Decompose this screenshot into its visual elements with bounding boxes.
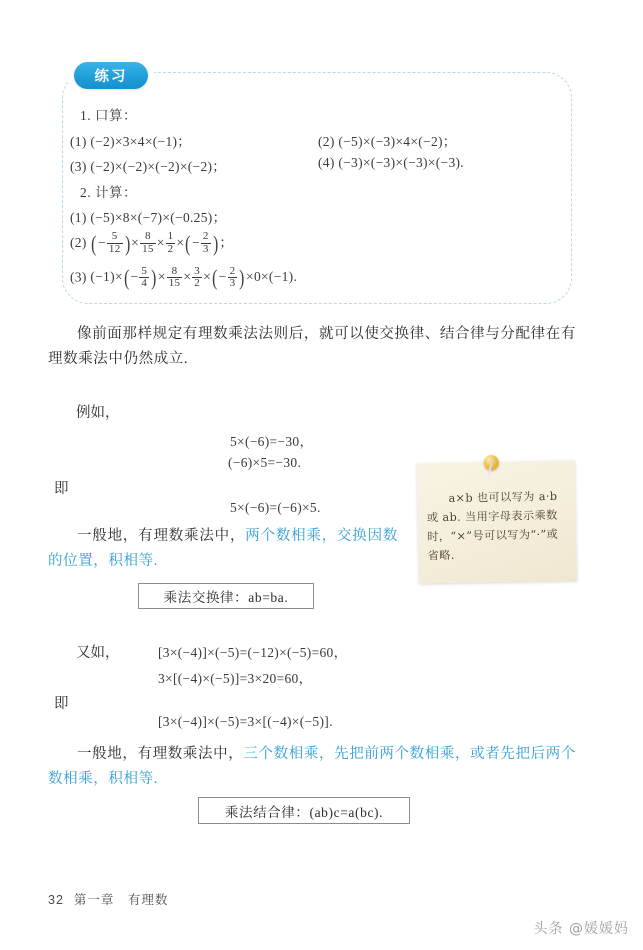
page-number: 32 xyxy=(48,893,64,907)
fraction-1-2: $\frac{1}{2}$ xyxy=(167,230,174,255)
paren-close: ) xyxy=(212,230,219,256)
paren-close: ) xyxy=(151,264,157,290)
equation-6: [3×(−4)]×(−5)=3×[(−4)×(−5)]. xyxy=(158,714,333,729)
fraction-2-3: $\frac{2}{3}$ xyxy=(229,264,236,290)
liru-label: 例如， xyxy=(76,405,120,421)
fraction-5-4: $\frac{5}{4}$ xyxy=(141,264,148,290)
chapter-title: 第一章 有理数 xyxy=(73,893,169,907)
item-number: (2) xyxy=(318,134,335,149)
item-body: (−5)×(−3)×4×(−2)； xyxy=(338,134,457,149)
item-number: (4) xyxy=(318,155,335,170)
fraction-8-15: $\frac{8}{15}$ xyxy=(142,230,154,255)
exercise-item-1-2 xyxy=(318,130,457,150)
fraction-2-3: $\frac{2}{3}$ xyxy=(202,230,209,255)
fraction-8-15: $\frac{8}{15}$ xyxy=(168,264,181,290)
rule1-prefix: 一般地，有理数乘法中， xyxy=(77,528,246,544)
paren-close: ) xyxy=(124,230,131,256)
exercise-heading-1: 1. 口算： xyxy=(80,108,137,123)
exercise-badge: 练习 xyxy=(74,62,148,89)
exercise-item-2-1 xyxy=(70,206,226,226)
fraction-3-2: $\frac{3}{2}$ xyxy=(194,264,201,290)
ji-label-1: 即 xyxy=(54,481,69,497)
item-body: (−3)×(−3)×(−3)×(−3). xyxy=(338,155,464,170)
exercise-item-1-4 xyxy=(318,155,464,171)
rule2-prefix: 一般地，有理数乘法中， xyxy=(77,746,244,762)
exercise-heading-2: 2. 计算： xyxy=(80,185,137,200)
equation-3: 5×(−6)=(−6)×5. xyxy=(230,500,321,515)
paren-close: ) xyxy=(239,264,245,290)
law-box-commutative: 乘法交换律：ab=ba. xyxy=(138,583,314,609)
rule1-highlight: 两个数相乘，交换因数的位置，积相等. xyxy=(48,528,398,569)
intro-paragraph: 像前面那样规定有理数乘法法则后，就可以使交换律、结合律与分配律在有理数乘法中仍然成立. xyxy=(48,326,576,367)
item-body: (− $\frac{5}{12}$ )× $\frac{8}{15}$ × $\frac{1}{2}$ ×(− $\frac{2}{3}$ )； xyxy=(91,230,234,256)
item-body: (−2)×(−2)×(−2)×(−2)； xyxy=(90,159,227,174)
sticky-note-text: a×b 也可以写为 a·b 或 ab. 当用字母表示乘数时，“×”号可以写为“·”或省略. xyxy=(426,489,559,563)
paren-open: ( xyxy=(212,264,218,290)
exercise-item-2-3 xyxy=(70,266,297,291)
exercise-item-1-3 xyxy=(70,155,226,175)
item-body: (−5)×8×(−7)×(−0.25)； xyxy=(90,210,227,225)
equation-2: (−6)×5=−30. xyxy=(228,455,302,470)
equation-5: 3×[(−4)×(−5)]=3×20=60， xyxy=(158,671,313,686)
exercise-item-1-1 xyxy=(70,130,191,150)
equation-1: 5×(−6)=−30， xyxy=(230,434,314,449)
paren-open: ( xyxy=(91,230,97,256)
item-body: (−1)×(− $\frac{5}{4}$ )× $\frac{8}{15}$ × $\frac{3}{2}$ ×(− $\frac{2}{3}$ )×0×(−1). xyxy=(90,264,298,290)
item-number: (2) xyxy=(70,235,87,250)
item-number: (3) xyxy=(70,269,87,285)
watermark: 头条 @媛媛妈 xyxy=(533,921,629,937)
paren-open: ( xyxy=(123,264,130,290)
paren-open: ( xyxy=(185,230,191,256)
rule2-highlight: 三个数相乘，先把前两个数相乘，或者先把后两个数相乘，积相等. xyxy=(48,746,576,787)
exercise-item-2-2 xyxy=(70,231,233,256)
sticky-note xyxy=(417,460,577,583)
item-number: (1) xyxy=(70,134,87,149)
exercise-content xyxy=(62,98,572,303)
youru-label: 又如， xyxy=(76,645,120,661)
rule-paragraph-2 xyxy=(48,742,576,792)
ji-label-2: 即 xyxy=(54,696,69,712)
law-box-associative: 乘法结合律：(ab)c=a(bc). xyxy=(198,797,410,824)
item-number: (1) xyxy=(70,210,87,225)
fraction-5-12: $\frac{5}{12}$ xyxy=(108,230,121,255)
rule-paragraph-1 xyxy=(48,524,398,574)
item-number: (3) xyxy=(70,159,87,174)
equation-4: [3×(−4)]×(−5)=(−12)×(−5)=60， xyxy=(158,645,348,660)
item-body: (−2)×3×4×(−1)； xyxy=(90,134,192,149)
page-footer xyxy=(48,890,168,908)
